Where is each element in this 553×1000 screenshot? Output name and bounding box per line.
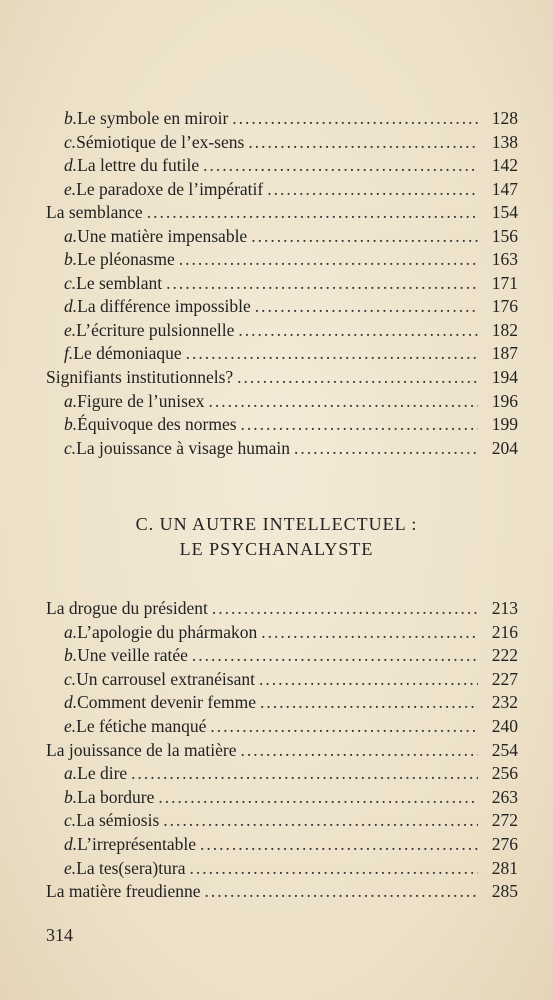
toc-entry-page: 281 [491,857,518,878]
toc-entry-title: La sémiosis [76,810,160,831]
toc-entry-page: 187 [491,343,518,364]
toc-entry-page: 213 [491,598,518,618]
toc-subentry [46,390,518,414]
toc-entry-letter: c. [64,668,77,689]
toc-subentry [46,342,518,366]
toc-subentry [46,644,518,668]
toc-entry-page: 285 [491,881,518,902]
toc-subentry [46,786,518,810]
leader-dots [192,644,478,668]
leader-dots [255,295,478,319]
leader-dots [238,319,478,343]
toc-entry-title: La jouissance à visage humain [76,437,290,458]
toc-entry-page: 256 [491,763,518,784]
toc-entry-title: La jouissance de la matière [46,739,237,760]
section-heading-line2: LE PSYCHANALYSTE [179,539,374,559]
toc-entry-page: 254 [491,739,518,760]
toc-subentry [46,131,518,155]
toc-entry-page: 199 [491,414,518,435]
toc-entry-letter: b. [64,414,78,435]
toc-entry-title: L’écriture pulsionnelle [76,319,235,340]
toc-entry-title: Sémiotique de l’ex-sens [76,131,245,152]
leader-dots [166,272,478,296]
toc-entry-title: Équivoque des normes [77,414,237,435]
toc-entry-title: Signifiants institutionnels? [46,367,234,388]
toc-entry-page: 240 [491,715,518,736]
toc-bottom-section [46,597,518,904]
toc-entry-page: 156 [491,225,518,246]
toc-entry-title: Le symbole en miroir [77,108,229,128]
toc-entry-title: Une matière impensable [77,225,248,246]
toc-entry-letter: a. [64,763,78,784]
toc-entry-page: 138 [491,131,518,152]
toc-entry-page: 147 [491,178,518,199]
toc-entry-title: L’apologie du phármakon [77,621,258,642]
leader-dots [163,809,478,833]
toc-subentry [46,668,518,692]
leader-dots [210,715,478,739]
toc-subentry [46,107,518,131]
leader-dots [203,154,478,178]
leader-dots [189,857,478,881]
toc-entry-letter: e. [64,715,77,736]
leader-dots [259,668,478,692]
toc-entry-page: 194 [491,367,518,388]
toc-entry-letter: a. [64,621,78,642]
toc-entry-title: La différence impossible [77,296,251,317]
leader-dots [251,225,478,249]
toc-entry-page: 272 [491,810,518,831]
toc-entry-title: La drogue du président [46,598,208,618]
toc-entry-letter: b. [64,645,78,666]
toc-entry-title: Le paradoxe de l’impératif [76,178,264,199]
toc-entry-page: 176 [491,296,518,317]
toc-entry-letter: f. [64,343,74,364]
toc-subentry [46,319,518,343]
toc-entry-page: 227 [491,668,518,689]
toc-entry [46,366,518,390]
toc-subentry [46,715,518,739]
toc-subentry [46,295,518,319]
leader-dots [237,366,478,390]
leader-dots [294,437,478,461]
section-heading-line1: C. UN AUTRE INTELLECTUEL : [135,514,418,534]
leader-dots [240,739,478,763]
toc-entry [46,597,518,621]
leader-dots [260,691,478,715]
toc-subentry [46,762,518,786]
leader-dots [200,833,478,857]
toc-entry-title: L’irreprésentable [77,833,197,854]
toc-subentry [46,809,518,833]
toc-entry-letter: d. [64,833,78,854]
page-number: 314 [46,925,73,945]
leader-dots [267,178,478,202]
toc-entry-page: 216 [491,621,518,642]
toc-entry-title: Un carrousel extranéisant [76,668,255,689]
toc-subentry [46,621,518,645]
leader-dots [205,880,479,904]
toc-entry-title: Figure de l’unisex [77,390,205,411]
leader-dots [248,131,478,155]
toc-entry-letter: d. [64,155,78,176]
leader-dots [147,201,478,225]
leader-dots [131,762,478,786]
toc-entry-letter: c. [64,437,77,458]
toc-entry-letter: b. [64,249,78,270]
toc-entry-page: 232 [491,692,518,713]
toc-entry-letter: d. [64,692,78,713]
toc-entry-title: La tes(sera)tura [76,857,186,878]
toc-entry-page: 163 [491,249,518,270]
toc-entry-letter: e. [64,319,77,340]
toc-entry-title: La semblance [46,202,143,223]
leader-dots [241,413,478,437]
toc-subentry [46,248,518,272]
toc-subentry [46,833,518,857]
leader-dots [261,621,478,645]
toc-entry-page: 154 [491,202,518,223]
leader-dots [186,342,478,366]
toc-entry-letter: e. [64,178,77,199]
toc-entry-page: 222 [491,645,518,666]
toc-entry-page: 171 [491,272,518,293]
toc-entry-page: 276 [491,833,518,854]
toc-top-section [46,107,518,460]
toc-entry [46,739,518,763]
toc-subentry [46,691,518,715]
toc-subentry [46,857,518,881]
toc-entry-title: La lettre du futile [77,155,200,176]
toc-entry-page: 196 [491,390,518,411]
toc-entry-letter: b. [64,108,78,128]
toc-entry-letter: d. [64,296,78,317]
leader-dots [208,390,478,414]
toc-entry-letter: e. [64,857,77,878]
toc-entry-letter: b. [64,786,78,807]
toc-entry-page: 263 [491,786,518,807]
toc-entry-letter: c. [64,272,77,293]
toc-entry-page: 142 [491,155,518,176]
toc-entry-title: Le pléonasme [77,249,175,270]
toc-subentry [46,225,518,249]
leader-dots [179,248,478,272]
toc-subentry [46,437,518,461]
toc-entry-letter: a. [64,225,78,246]
toc-entry-letter: a. [64,390,78,411]
toc-entry-title: Le dire [77,763,128,784]
toc-entry-title: Une veille ratée [77,645,188,666]
toc-entry-title: La bordure [77,786,155,807]
leader-dots [232,107,478,131]
toc-subentry [46,272,518,296]
toc-entry-page: 182 [491,319,518,340]
toc-subentry [46,154,518,178]
toc-subentry [46,178,518,202]
toc-entry-title: Comment devenir femme [77,692,256,713]
toc-entry-title: Le fétiche manqué [76,715,207,736]
toc-entry [46,201,518,225]
leader-dots [158,786,478,810]
toc-entry-letter: c. [64,131,77,152]
toc-entry-title: Le démoniaque [73,343,182,364]
leader-dots [212,597,478,621]
toc-entry [46,880,518,904]
toc-entry-page: 128 [491,108,518,128]
toc-subentry [46,413,518,437]
toc-entry-page: 204 [491,437,518,458]
toc-entry-title: Le semblant [76,272,163,293]
toc-entry-letter: c. [64,810,77,831]
toc-entry-title: La matière freudienne [46,881,201,902]
